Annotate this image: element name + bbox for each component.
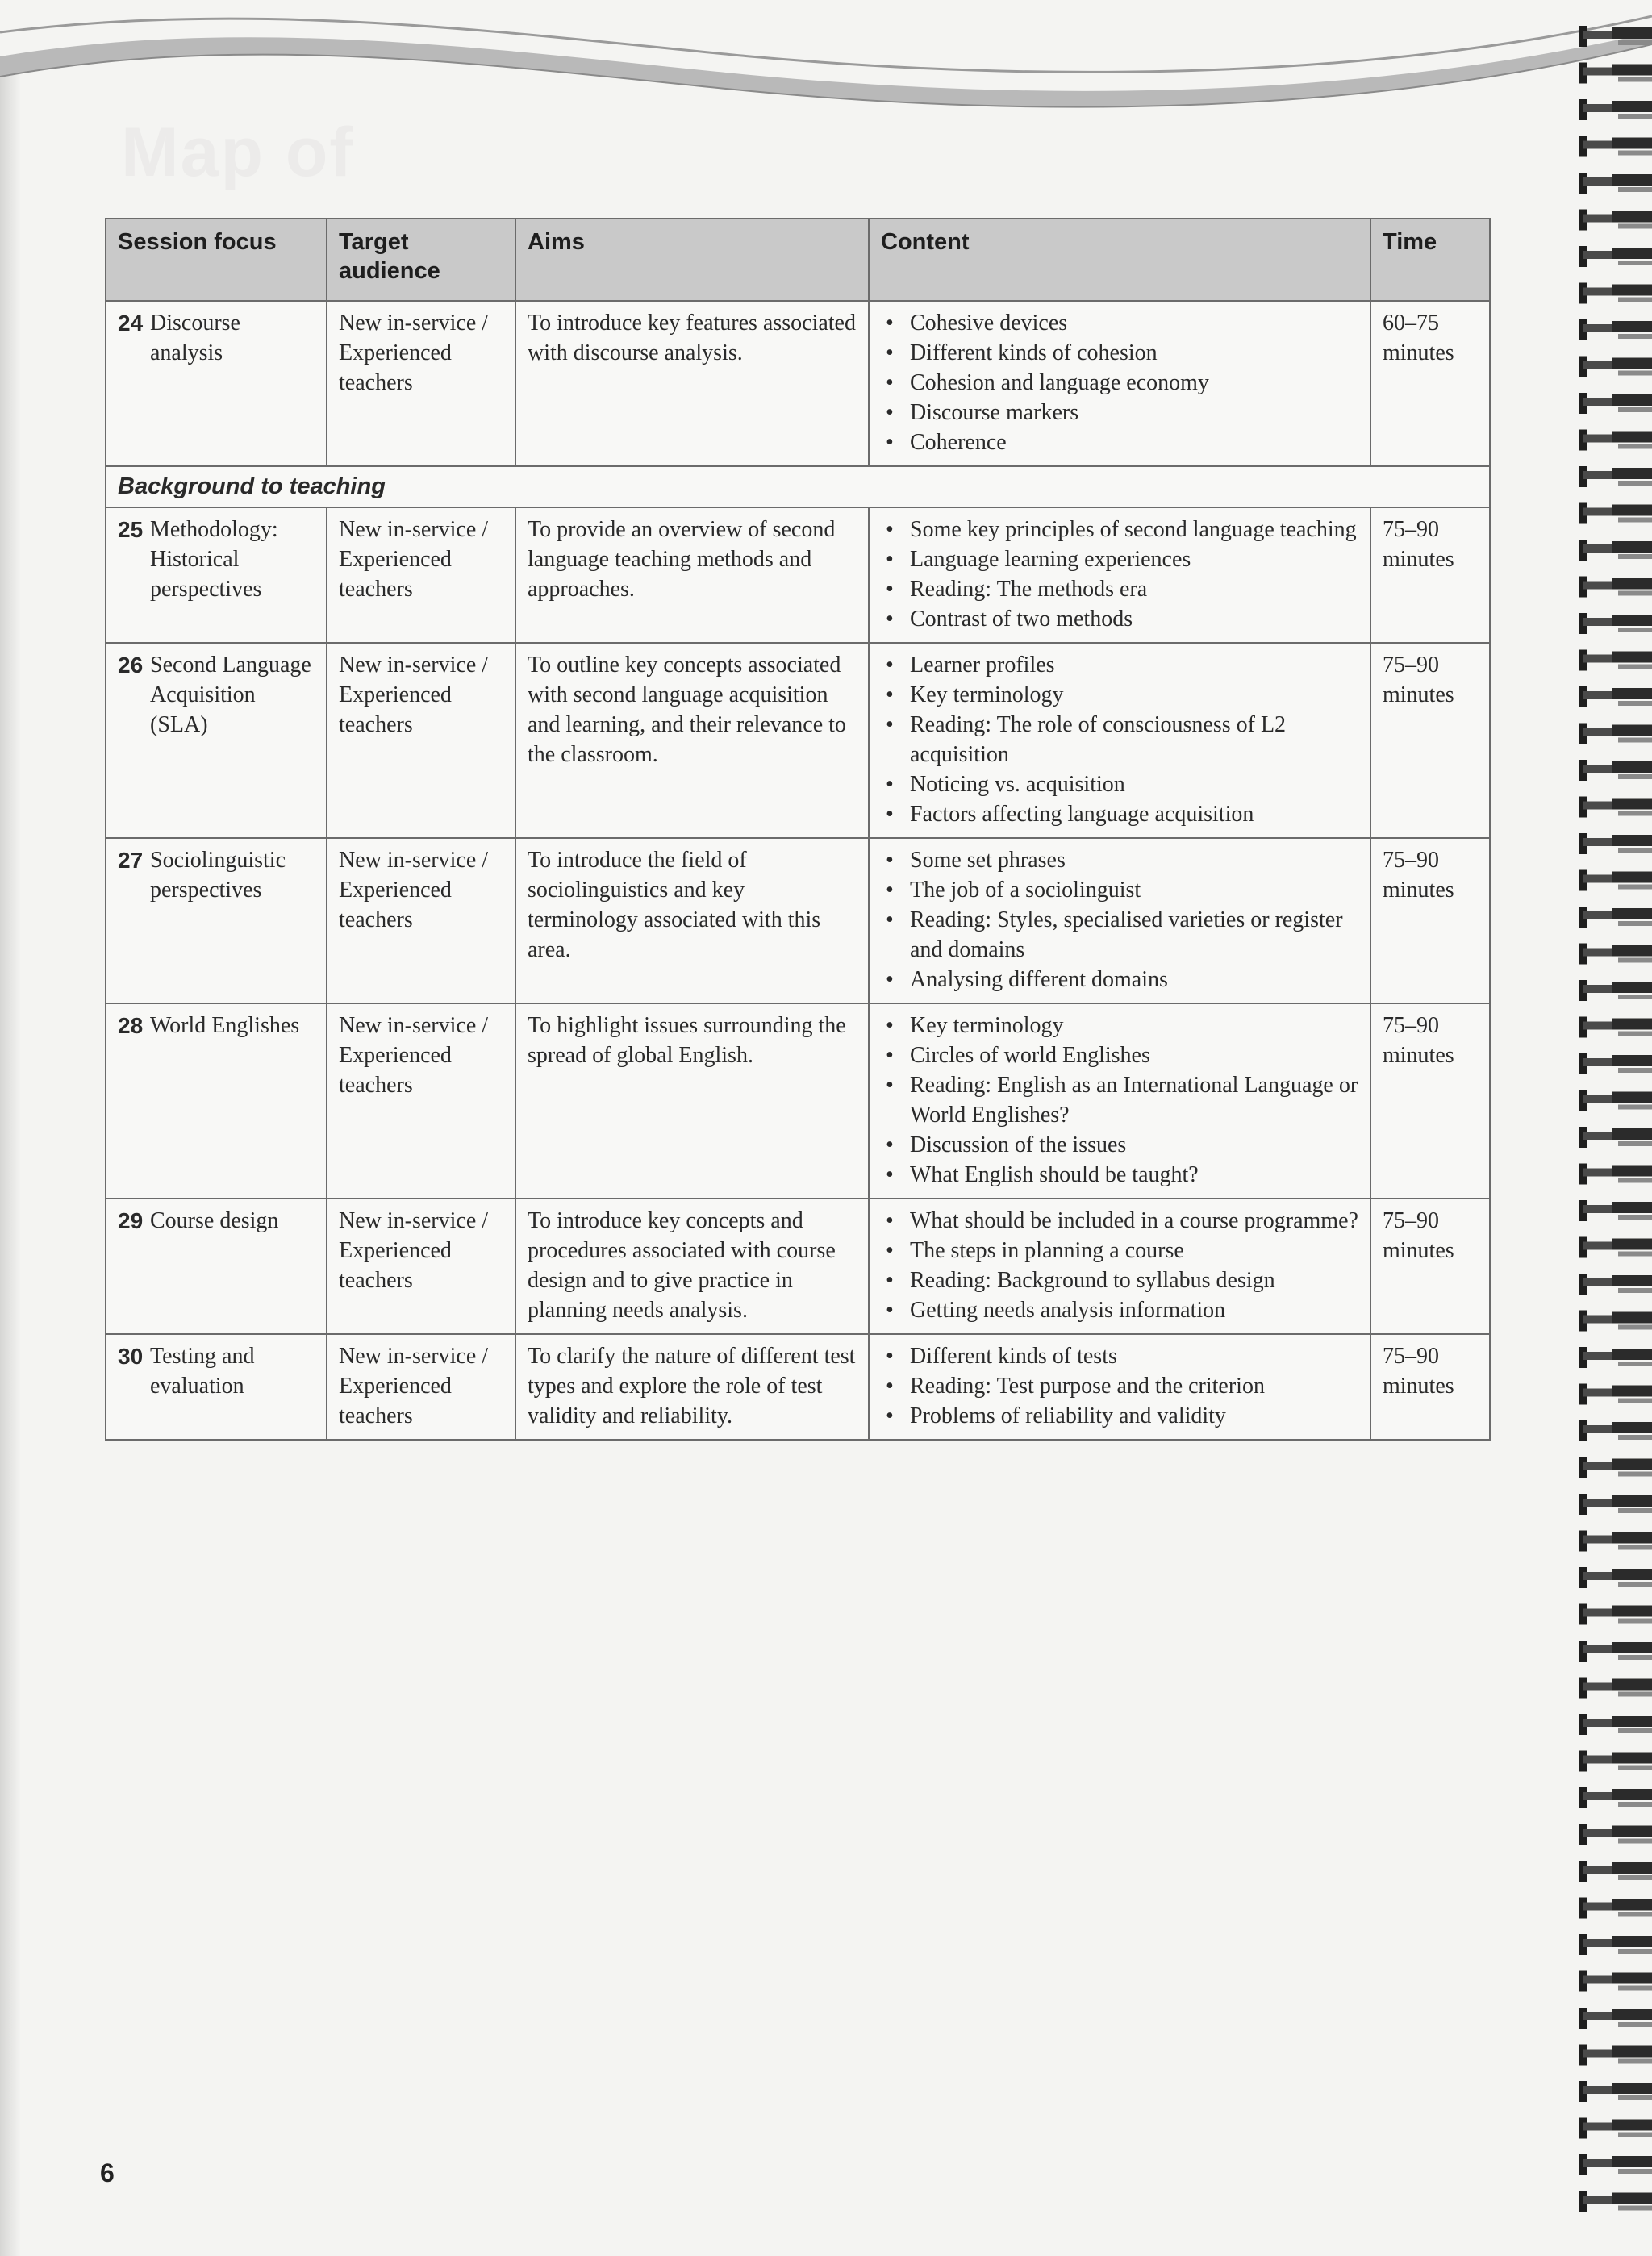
content-list-item: • Different kinds of cohesion — [881, 338, 1360, 368]
content-cell — [869, 1199, 1370, 1334]
content-list-item: • Key terminology — [881, 1011, 1360, 1040]
content-list — [881, 515, 1360, 634]
binding-coil — [1579, 2191, 1652, 2212]
session-focus-text: Methodology: Historical perspectives — [150, 517, 278, 602]
page-number: 6 — [100, 2158, 115, 2187]
content-list-item: • Reading: The methods era — [881, 574, 1360, 604]
content-list-item: • Cohesive devices — [881, 308, 1360, 338]
decorative-wave-banner — [0, 0, 1652, 129]
binding-coil — [1579, 1311, 1652, 1332]
content-list-item: • Discussion of the issues — [881, 1130, 1360, 1160]
session-focus-cell — [106, 1003, 327, 1199]
binding-coil — [1579, 686, 1652, 707]
binding-coil — [1579, 980, 1652, 1001]
content-list — [881, 1011, 1360, 1190]
content-list-item: • What should be included in a course programme? — [881, 1206, 1360, 1236]
binding-coil — [1579, 1714, 1652, 1735]
binding-coil — [1579, 246, 1652, 267]
content-list-item: • The steps in planning a course — [881, 1236, 1360, 1266]
binding-coil — [1579, 319, 1652, 340]
binding-coil — [1579, 466, 1652, 487]
content-list-item: • Factors affecting language acquisition — [881, 799, 1360, 829]
binding-coil — [1579, 1898, 1652, 1919]
content-cell — [869, 838, 1370, 1003]
binding-coil — [1579, 1751, 1652, 1772]
session-focus-cell — [106, 643, 327, 838]
content-cell — [869, 1334, 1370, 1440]
binding-coil — [1579, 577, 1652, 598]
binding-coil — [1579, 503, 1652, 524]
column-header-session-focus: Session focus — [106, 219, 327, 301]
binding-coil — [1579, 1090, 1652, 1111]
session-focus-text: Course design — [150, 1208, 279, 1233]
binding-coil — [1579, 63, 1652, 84]
aims-cell: To provide an overview of second language teaching methods and approaches. — [515, 507, 869, 643]
binding-coil — [1579, 283, 1652, 304]
content-list-item: • Noticing vs. acquisition — [881, 769, 1360, 799]
session-number: 29 — [118, 1208, 144, 1233]
table-row — [106, 1334, 1490, 1440]
aims-cell: To highlight issues surrounding the spread of global English. — [515, 1003, 869, 1199]
content-list-item: • Key terminology — [881, 680, 1360, 710]
content-list-item: • What English should be taught? — [881, 1160, 1360, 1190]
binding-coil — [1579, 1861, 1652, 1882]
session-focus-text: Second Language Acquisition (SLA) — [150, 653, 311, 737]
session-focus-cell — [106, 301, 327, 466]
binding-coil — [1579, 2154, 1652, 2175]
binding-coil — [1579, 1274, 1652, 1295]
binding-coil — [1579, 613, 1652, 634]
session-focus-text: Sociolinguistic perspectives — [150, 848, 286, 903]
binding-coil — [1579, 1678, 1652, 1699]
aims-cell: To outline key concepts associated with second language acquisition and learning, and their relevance to the classroom. — [515, 643, 869, 838]
binding-coil — [1579, 1237, 1652, 1258]
content-list-item: • Coherence — [881, 427, 1360, 457]
binding-coil — [1579, 1531, 1652, 1552]
column-header-content: Content — [869, 219, 1370, 301]
session-focus-cell — [106, 507, 327, 643]
binding-coil — [1579, 1420, 1652, 1441]
content-list-item: • Language learning experiences — [881, 544, 1360, 574]
session-number: 27 — [118, 848, 144, 873]
target-audience-cell: New in-service / Experienced teachers — [327, 1003, 515, 1199]
binding-coil — [1579, 1494, 1652, 1515]
session-number: 25 — [118, 517, 144, 542]
content-cell — [869, 1003, 1370, 1199]
aims-cell: To introduce key concepts and procedures associated with course design and to give practice in planning needs analysis. — [515, 1199, 869, 1334]
binding-coil — [1579, 760, 1652, 781]
binding-coil — [1579, 833, 1652, 854]
target-audience-cell: New in-service / Experienced teachers — [327, 643, 515, 838]
binding-coil — [1579, 1017, 1652, 1038]
binding-coil — [1579, 1971, 1652, 1992]
binding-coil — [1579, 1384, 1652, 1405]
content-list-item: • Contrast of two methods — [881, 604, 1360, 634]
content-list — [881, 308, 1360, 457]
content-list-item: • Getting needs analysis information — [881, 1295, 1360, 1325]
section-heading-row — [106, 466, 1490, 507]
content-cell — [869, 301, 1370, 466]
target-audience-cell: New in-service / Experienced teachers — [327, 301, 515, 466]
content-list-item: • Some set phrases — [881, 845, 1360, 875]
session-number: 28 — [118, 1013, 144, 1038]
column-header-target-audience: Target audience — [327, 219, 515, 301]
binding-coil — [1579, 1934, 1652, 1955]
time-cell: 75–90 minutes — [1370, 1334, 1490, 1440]
table-row — [106, 1003, 1490, 1199]
table-row — [106, 1199, 1490, 1334]
table-row — [106, 301, 1490, 466]
content-list — [881, 1341, 1360, 1431]
binding-coil — [1579, 1604, 1652, 1625]
binding-coil — [1579, 724, 1652, 744]
content-list-item: • Discourse markers — [881, 398, 1360, 427]
session-number: 30 — [118, 1344, 144, 1369]
binding-coil — [1579, 2045, 1652, 2066]
binding-coil — [1579, 1567, 1652, 1588]
time-cell: 75–90 minutes — [1370, 1199, 1490, 1334]
section-heading: Background to teaching — [106, 466, 1490, 507]
binding-coil — [1579, 540, 1652, 561]
session-focus-text: World Englishes — [150, 1013, 300, 1038]
content-cell — [869, 507, 1370, 643]
content-list-item: • Reading: Background to syllabus design — [881, 1266, 1360, 1295]
session-focus-cell — [106, 838, 327, 1003]
time-cell: 75–90 minutes — [1370, 643, 1490, 838]
session-focus-cell — [106, 1199, 327, 1334]
aims-cell: To clarify the nature of different test types and explore the role of test validity and reliability. — [515, 1334, 869, 1440]
table-header-row — [106, 219, 1490, 301]
content-cell — [869, 643, 1370, 838]
binding-coil — [1579, 1347, 1652, 1368]
aims-cell: To introduce key features associated with discourse analysis. — [515, 301, 869, 466]
time-cell: 75–90 minutes — [1370, 838, 1490, 1003]
content-list-item: • Problems of reliability and validity — [881, 1401, 1360, 1431]
binding-coil — [1579, 1164, 1652, 1185]
content-list-item: • Learner profiles — [881, 650, 1360, 680]
binding-coil — [1579, 210, 1652, 231]
binding-coil — [1579, 907, 1652, 928]
binding-coil — [1579, 650, 1652, 671]
content-list-item: • Cohesion and language economy — [881, 368, 1360, 398]
binding-coil — [1579, 870, 1652, 891]
content-list-item: • Different kinds of tests — [881, 1341, 1360, 1371]
session-number: 26 — [118, 653, 144, 678]
content-list — [881, 845, 1360, 995]
target-audience-cell: New in-service / Experienced teachers — [327, 507, 515, 643]
content-list-item: • Reading: The role of consciousness of L2 acquisition — [881, 710, 1360, 769]
column-header-aims: Aims — [515, 219, 869, 301]
time-cell: 75–90 minutes — [1370, 507, 1490, 643]
content-list — [881, 650, 1360, 829]
binding-coil — [1579, 1200, 1652, 1221]
session-focus-cell — [106, 1334, 327, 1440]
binding-coil — [1579, 1457, 1652, 1478]
content-list-item: • Reading: English as an International Language or World Englishes? — [881, 1070, 1360, 1130]
page-edge-shadow — [0, 0, 21, 2256]
ghost-page-title: Map of — [121, 114, 355, 191]
table-row — [106, 507, 1490, 643]
binding-coil — [1579, 393, 1652, 414]
binding-coil — [1579, 26, 1652, 47]
binding-coil — [1579, 357, 1652, 377]
binding-coil — [1579, 2008, 1652, 2029]
binding-coil — [1579, 99, 1652, 120]
session-focus-text: Testing and evaluation — [150, 1344, 255, 1399]
binding-coil — [1579, 173, 1652, 194]
aims-cell: To introduce the field of sociolinguistics and key terminology associated with this area. — [515, 838, 869, 1003]
content-list-item: • Some key principles of second language teaching — [881, 515, 1360, 544]
binding-coil — [1579, 1127, 1652, 1148]
content-list — [881, 1206, 1360, 1325]
target-audience-cell: New in-service / Experienced teachers — [327, 1334, 515, 1440]
column-header-time: Time — [1370, 219, 1490, 301]
table-row — [106, 838, 1490, 1003]
content-list-item: • Circles of world Englishes — [881, 1040, 1360, 1070]
binding-coil — [1579, 944, 1652, 965]
table-row — [106, 643, 1490, 838]
binding-coil — [1579, 797, 1652, 818]
time-cell: 75–90 minutes — [1370, 1003, 1490, 1199]
spiral-binding — [1571, 0, 1652, 2256]
binding-coil — [1579, 1824, 1652, 1845]
session-number: 24 — [118, 311, 144, 336]
session-map-table — [105, 218, 1491, 1441]
binding-coil — [1579, 1641, 1652, 1662]
session-focus-text: Discourse analysis — [150, 311, 240, 365]
time-cell: 60–75 minutes — [1370, 301, 1490, 466]
binding-coil — [1579, 430, 1652, 451]
content-list-item: • Analysing different domains — [881, 965, 1360, 995]
binding-coil — [1579, 2081, 1652, 2102]
content-list-item: • Reading: Test purpose and the criterion — [881, 1371, 1360, 1401]
binding-coil — [1579, 1053, 1652, 1074]
target-audience-cell: New in-service / Experienced teachers — [327, 838, 515, 1003]
binding-coil — [1579, 1787, 1652, 1808]
binding-coil — [1579, 136, 1652, 157]
target-audience-cell: New in-service / Experienced teachers — [327, 1199, 515, 1334]
content-list-item: • Reading: Styles, specialised varieties or register and domains — [881, 905, 1360, 965]
content-list-item: • The job of a sociolinguist — [881, 875, 1360, 905]
binding-coil — [1579, 2118, 1652, 2139]
